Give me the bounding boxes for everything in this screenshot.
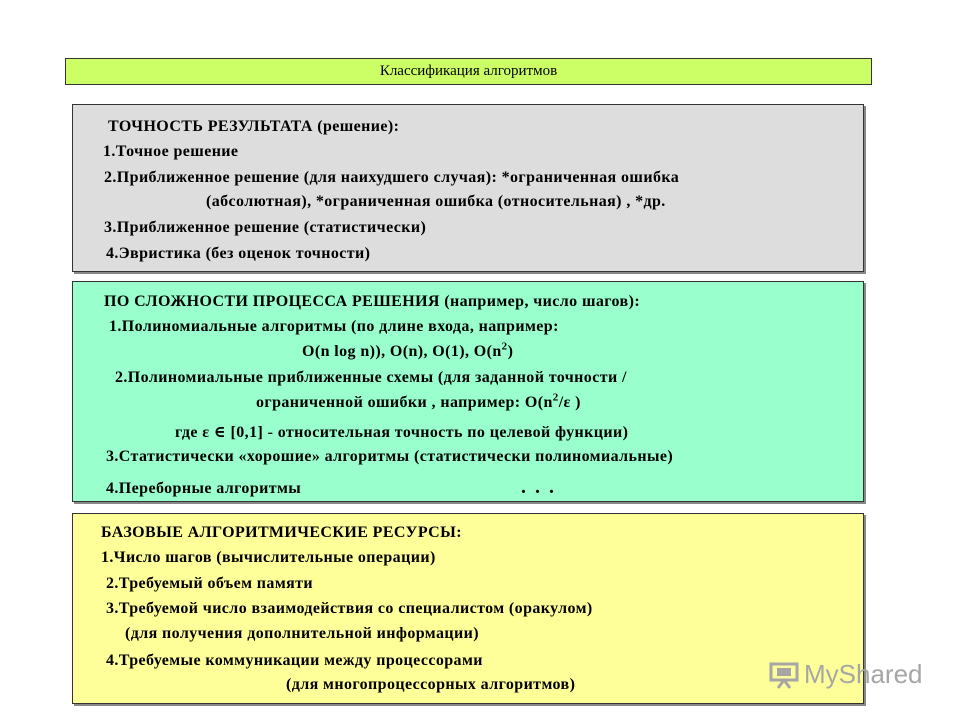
complexity-formula-end: ) xyxy=(507,343,514,360)
complexity-item-2-sup: 2 xyxy=(552,391,559,404)
accuracy-section xyxy=(72,104,864,272)
accuracy-item-4: 4.Эвристика (без оценок точности) xyxy=(106,245,371,262)
resources-item-3-cont: (для получения дополнительной информации) xyxy=(125,625,479,642)
complexity-item-2: 2.Полиномиальные приближенные схемы (для заданной точности / xyxy=(115,369,627,386)
complexity-item-2-end: /ε ) xyxy=(558,394,581,411)
resources-item-3: 3.Требуемой число взаимодействия со специалистом (оракулом) xyxy=(106,600,593,617)
resources-item-4: 4.Требуемые коммуникации между процессорами xyxy=(106,652,483,669)
presentation-icon xyxy=(768,658,800,690)
complexity-ellipsis: . . . xyxy=(521,476,556,498)
accuracy-heading: ТОЧНОСТЬ РЕЗУЛЬТАТА (решение): xyxy=(108,118,400,135)
resources-item-1: 1.Число шагов (вычислительные операции) xyxy=(101,549,436,566)
watermark xyxy=(768,657,923,691)
complexity-item-1: 1.Полиномиальные алгоритмы (по длине входа, например: xyxy=(109,318,559,335)
complexity-formula-text: O(n log n)), O(n), O(1), O(n xyxy=(302,343,502,360)
resources-item-4-cont: (для многопроцессорных алгоритмов) xyxy=(286,676,576,693)
accuracy-item-2: 2.Приближенное решение (для наихудшего случая): *ограниченная ошибка xyxy=(104,169,680,186)
accuracy-item-1: 1.Точное решение xyxy=(103,143,239,160)
slide-title: Классификация алгоритмов xyxy=(65,58,872,85)
complexity-epsilon-line: где ε ∈ [0,1] - относительная точность по целевой функции) xyxy=(175,424,629,441)
complexity-item-2-text: ограниченной ошибки , например: O(n xyxy=(256,394,553,411)
accuracy-item-2-cont: (абсолютная), *ограниченная ошибка (относительная) , *др. xyxy=(206,193,666,210)
resources-item-2: 2.Требуемый объем памяти xyxy=(106,575,314,592)
complexity-formula-sup: 2 xyxy=(501,340,508,353)
complexity-section xyxy=(72,281,864,502)
watermark-text: MyShared xyxy=(804,658,923,689)
complexity-item-4: 4.Переборные алгоритмы xyxy=(106,480,302,497)
accuracy-item-3: 3.Приближенное решение (статистически) xyxy=(104,219,427,236)
complexity-item-3: 3.Статистически «хорошие» алгоритмы (статистически полиномиальные) xyxy=(106,448,674,465)
resources-heading: БАЗОВЫЕ АЛГОРИТМИЧЕСКИЕ РЕСУРСЫ: xyxy=(101,524,462,541)
complexity-item-1-formula xyxy=(302,342,513,362)
resources-section xyxy=(72,513,864,704)
complexity-heading: ПО СЛОЖНОСТИ ПРОЦЕССА РЕШЕНИЯ (например, число шагов): xyxy=(104,293,641,310)
complexity-item-2-cont xyxy=(256,393,581,413)
